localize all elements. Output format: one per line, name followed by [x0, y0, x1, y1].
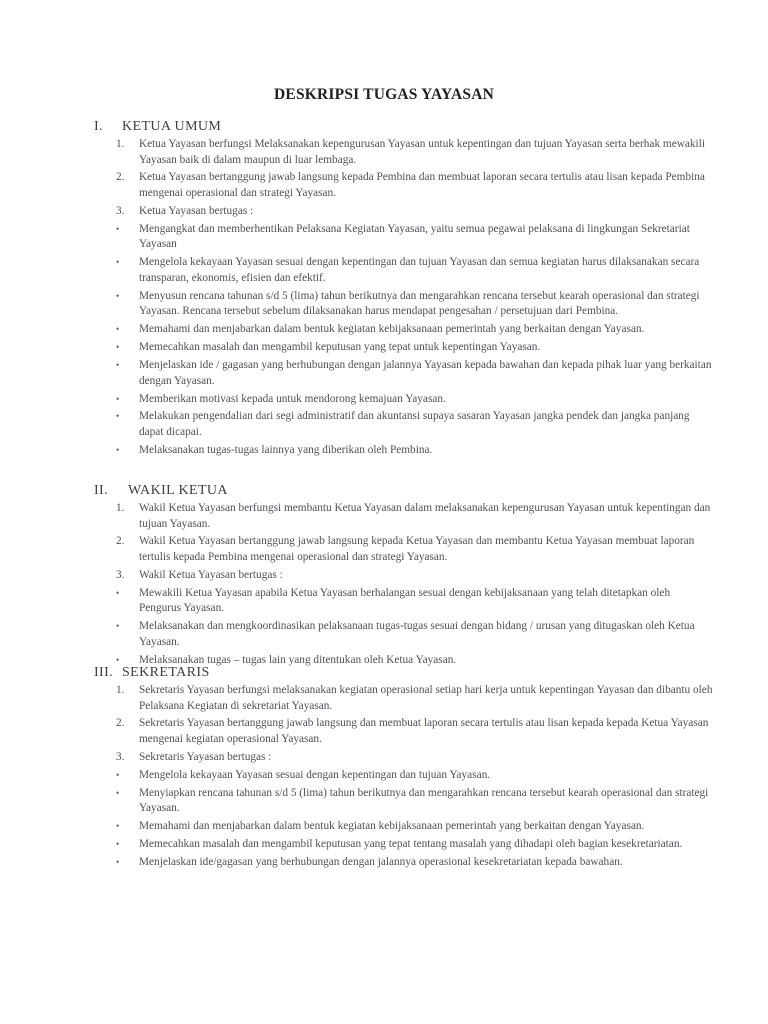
- item-text: Menyusun rencana tahunan s/d 5 (lima) tahun berikutnya dan mengarahkan rencana tersebut kearah operasional dan strategi Yayasan. Rencana tersebut sebelum dilaksanakan harus mendapat pengesahan / persetujuan dari Pembina.: [139, 289, 700, 318]
- list-item: [94, 534, 714, 565]
- item-text: Memecahkan masalah dan mengambil keputusan yang tepat tentang masalah yang dihadapi oleh bagian kesekretariatan.: [139, 838, 683, 851]
- list-item: [94, 289, 714, 320]
- bullet-marker: •: [116, 654, 120, 665]
- item-number: 3.: [116, 204, 125, 217]
- item-text: Memahami dan menjabarkan dalam bentuk kegiatan kebijaksanaan pemerintah yang berkaitan dengan Yayasan.: [139, 820, 645, 833]
- list-item: [94, 322, 714, 338]
- item-number: 3.: [116, 568, 125, 581]
- list-item: [94, 819, 714, 835]
- bullet-marker: •: [116, 411, 120, 422]
- item-number: 1.: [116, 138, 125, 150]
- list-item: [94, 222, 714, 253]
- list-item: [94, 392, 714, 408]
- item-text: Melaksanakan tugas-tugas lainnya yang diberikan oleh Pembina.: [139, 443, 433, 456]
- bullet-marker: •: [116, 444, 120, 455]
- item-text: Menjelaskan ide/gagasan yang berhubungan dengan jalannya operasional kesekretariatan kepada bawahan.: [139, 856, 623, 869]
- section-sekretaris: [94, 664, 714, 873]
- list-item: [94, 443, 714, 459]
- list-item: [94, 586, 714, 617]
- bullet-marker: •: [116, 587, 120, 598]
- item-text: Wakil Ketua Yayasan berfungsi membantu Ketua Yayasan dalam melaksanakan kepengurusan Yayasan untuk kepentingan dan tujuan Yayasan.: [139, 502, 711, 530]
- item-text: Mengelola kekayaan Yayasan sesuai dengan kepentingan dan tujuan Yayasan dan semua kegiatan harus dilaksanakan secara transparan, ekonomis, efisien dan efektif.: [139, 256, 700, 284]
- section-heading: [94, 664, 714, 682]
- list-item: [94, 786, 714, 817]
- item-text: Wakil Ketua Yayasan bertugas :: [139, 568, 283, 581]
- section-list: [94, 683, 714, 871]
- item-number: 3.: [116, 750, 125, 763]
- list-item: [94, 358, 714, 389]
- item-text: Mengelola kekayaan Yayasan sesuai dengan kepentingan dan tujuan Yayasan.: [139, 768, 491, 781]
- list-item: [94, 568, 714, 584]
- section-title: SEKRETARIS: [122, 665, 210, 680]
- section-heading: [94, 482, 714, 500]
- item-text: Memberikan motivasi kepada untuk mendorong kemajuan Yayasan.: [139, 392, 446, 405]
- item-text: Melakukan pengendalian dari segi administratif dan akuntansi supaya sasaran Yayasan jangka pendek dan jangka panjang dapat dicapai.: [139, 410, 690, 439]
- page-title: DESKRIPSI TUGAS YAYASAN: [274, 86, 494, 103]
- item-text: Sekretaris Yayasan bertugas :: [139, 750, 272, 763]
- item-text: Sekretaris Yayasan bertanggung jawab langsung dan membuat laporan secara tertulis atau lisan kepada kepada Ketua Yayasan mengenai kegiatan operasional Yayasan.: [139, 717, 709, 746]
- list-item: [94, 716, 714, 747]
- bullet-marker: •: [116, 621, 120, 632]
- list-item: [94, 619, 714, 650]
- bullet-marker: •: [116, 769, 120, 780]
- section-title: WAKIL KETUA: [128, 483, 228, 498]
- section-ketua-umum: [94, 118, 714, 461]
- list-item: [94, 170, 714, 201]
- bullet-marker: •: [116, 342, 120, 353]
- item-text: Menjelaskan ide / gagasan yang berhubungan dengan jalannya Yayasan kepada bawahan dan kepada pihak luar yang berkaitan dengan Yayasan.: [139, 359, 712, 387]
- list-item: [94, 683, 714, 714]
- item-text: Mengangkat dan memberhentikan Pelaksana Kegiatan Yayasan, yaitu semua pegawai pelaksana di lingkungan Sekretariat Yayasan: [139, 222, 690, 251]
- list-item: [94, 255, 714, 286]
- section-numeral: III.: [94, 665, 114, 680]
- bullet-marker: •: [116, 787, 120, 798]
- item-text: Ketua Yayasan bertugas :: [139, 204, 254, 217]
- item-text: Wakil Ketua Yayasan bertanggung jawab langsung kepada Ketua Yayasan dan membantu Ketua Yayasan membuat laporan tertulis kepada Pembina mengenai operasional dan strategi Yayasan.: [139, 535, 695, 564]
- item-text: Memahami dan menjabarkan dalam bentuk kegiatan kebijaksanaan pemerintah yang berkaitan dengan Yayasan.: [139, 323, 645, 336]
- bullet-marker: •: [116, 257, 120, 268]
- section-list: [94, 501, 714, 668]
- bullet-marker: •: [116, 857, 120, 868]
- list-item: [94, 137, 714, 168]
- item-text: Sekretaris Yayasan berfungsi melaksanakan kegiatan operasional setiap hari kerja untuk kepentingan Yayasan dan dibantu oleh Pelaksana Kegiatan di sekretariat Yayasan.: [139, 684, 713, 712]
- section-list: [94, 137, 714, 459]
- item-text: Ketua Yayasan bertanggung jawab langsung kepada Pembina dan membuat laporan secara tertulis atau lisan kepada Pembina mengenai operasional dan strategi Yayasan.: [139, 171, 705, 200]
- list-item: [94, 204, 714, 220]
- list-item: [94, 750, 714, 766]
- bullet-marker: •: [116, 360, 120, 371]
- item-number: 2.: [116, 535, 125, 548]
- bullet-marker: •: [116, 821, 120, 832]
- item-number: 1.: [116, 502, 125, 514]
- section-numeral: I.: [94, 119, 103, 134]
- item-number: 1.: [116, 684, 125, 696]
- bullet-marker: •: [116, 223, 120, 234]
- section-heading: [94, 118, 714, 136]
- item-text: Melaksanakan dan mengkoordinasikan pelaksanaan tugas-tugas sesuai dengan bidang / urusan yang ditugaskan oleh Ketua Yayasan.: [139, 620, 695, 648]
- item-text: Mewakili Ketua Yayasan apabila Ketua Yayasan berhalangan sesuai dengan kebijaksanaan yang telah ditetapkan oleh Pengurus Yayasan.: [139, 586, 671, 615]
- item-text: Ketua Yayasan berfungsi Melaksanakan kepengurusan Yayasan untuk kepentingan dan tujuan Yayasan serta berhak mewakili Yayasan baik di dalam maupun di luar lembaga.: [139, 138, 705, 166]
- item-text: Melaksanakan tugas – tugas lain yang ditentukan oleh Ketua Yayasan.: [139, 653, 457, 666]
- list-item: [94, 768, 714, 784]
- item-number: 2.: [116, 171, 125, 184]
- bullet-marker: •: [116, 324, 120, 335]
- item-text: Menyiapkan rencana tahunan s/d 5 (lima) tahun berikutnya dan mengarahkan rencana tersebut kearah operasional dan strategi Yayasan.: [139, 786, 709, 815]
- item-number: 2.: [116, 717, 125, 730]
- bullet-marker: •: [116, 290, 120, 301]
- section-numeral: II.: [94, 483, 109, 498]
- section-wakil-ketua: [94, 482, 714, 671]
- list-item: [94, 501, 714, 532]
- bullet-marker: •: [116, 839, 120, 850]
- section-title: KETUA UMUM: [122, 119, 222, 134]
- list-item: [94, 340, 714, 356]
- list-item: [94, 409, 714, 440]
- list-item: [94, 837, 714, 853]
- item-text: Memecahkan masalah dan mengambil keputusan yang tepat untuk kepentingan Yayasan.: [139, 341, 541, 354]
- list-item: [94, 855, 714, 871]
- bullet-marker: •: [116, 393, 120, 404]
